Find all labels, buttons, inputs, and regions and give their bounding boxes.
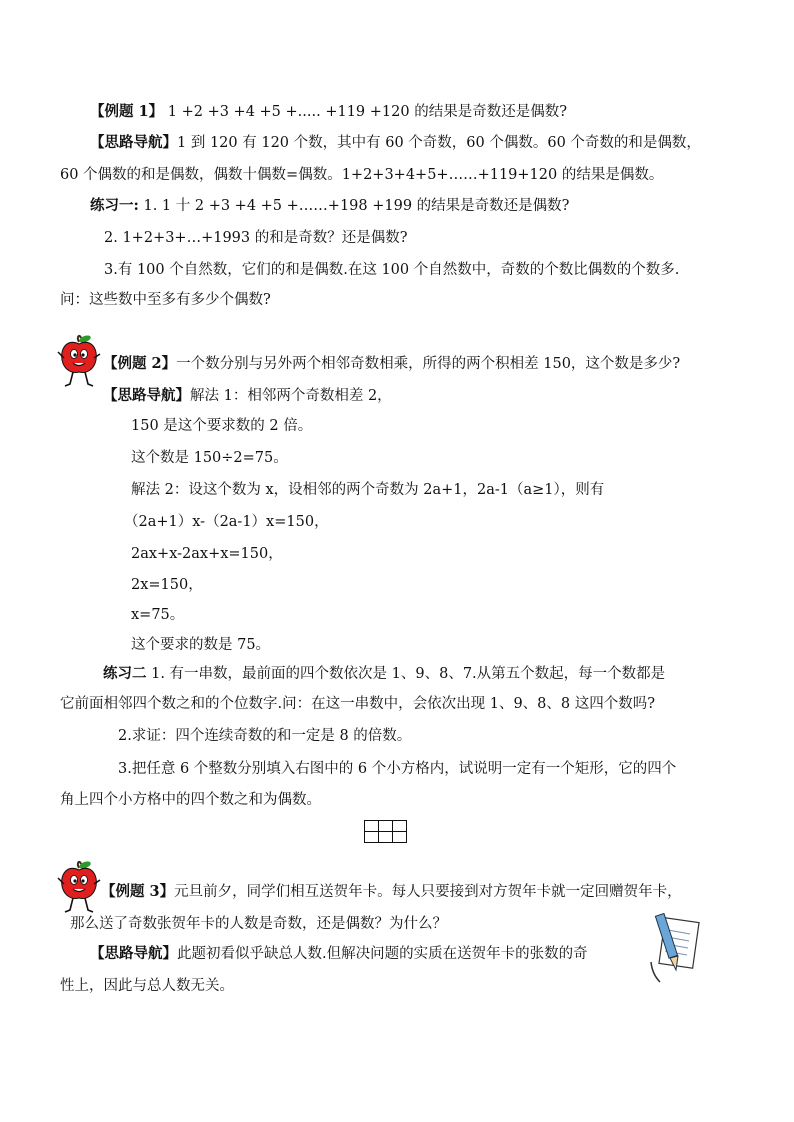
practice-1-q2: 2. 1+2+3+…+1993 的和是奇数？还是偶数? (104, 230, 408, 246)
practice-2-q2: 2.求证：四个连续奇数的和一定是 8 的倍数。 (118, 728, 412, 744)
practice-2-label: 练习二 (103, 665, 147, 682)
grid-cell (365, 832, 379, 843)
apple-mascot-icon (56, 860, 102, 916)
example-1-hint-line2: 60 个偶数的和是偶数，偶数十偶数=偶数。1+2+3+4+5+……+119+120 的结果是偶数。 (60, 167, 664, 183)
practice-1-q3-line1: 3.有 100 个自然数，它们的和是偶数.在这 100 个自然数中，奇数的个数比偶数的个数多. (104, 262, 680, 278)
example-3-hint-line1 (90, 944, 588, 964)
practice-1-q1-text: 1. 1 十 2 +3 +4 +5 +……+198 +199 的结果是奇数还是偶数? (138, 198, 570, 214)
example-2-hint-line1 (103, 386, 392, 406)
example-1-line (90, 102, 567, 122)
example-1-title: 【例题 1】 (90, 103, 164, 120)
grid-cell (379, 821, 393, 832)
example-3-hint-line2: 性上，因此与总人数无关。 (60, 978, 234, 994)
example-2-step: 2ax+x-2ax+x=150， (131, 546, 283, 562)
example-2-step: 这个要求的数是 75。 (131, 637, 271, 653)
example-2-step: 150 是这个要求数的 2 倍。 (131, 418, 313, 434)
example-3-line1 (101, 882, 682, 902)
grid-cell (365, 821, 379, 832)
example-3-hint-label: 【思路导航】 (90, 945, 177, 962)
practice-2-q3-line2: 角上四个小方格中的四个数之和为偶数。 (60, 792, 321, 808)
practice-2-q1-line1 (103, 664, 665, 684)
example-2-step: 2x=150， (131, 577, 203, 593)
practice-1-q1 (90, 196, 569, 216)
example-3-hint-text1: 此题初看似乎缺总人数.但解决问题的实质在送贺年卡的张数的奇 (177, 946, 588, 962)
example-2-question: 一个数分别与另外两个相邻奇数相乘，所得的两个积相差 150，这个数是多少? (176, 356, 681, 372)
practice-2-q1-line2: 它前面相邻四个数之和的个位数字.问：在这一串数中，会依次出现 1、9、8、8 这四个数吗? (60, 696, 655, 712)
example-2-line (103, 354, 680, 374)
example-2-step: 这个数是 150÷2=75。 (131, 450, 288, 466)
example-2-step: 解法 2：设这个数为 x，设相邻的两个奇数为 2a+1，2a-1（a≥1），则有 (131, 482, 605, 498)
example-3-title: 【例题 3】 (101, 883, 175, 900)
pencil-paper-icon (648, 912, 700, 986)
example-1-hint-text1: 1 到 120 有 120 个数，其中有 60 个奇数，60 个偶数。60 个奇数的和是偶数， (177, 135, 701, 151)
example-2-title: 【例题 2】 (103, 355, 177, 372)
grid-cell (393, 832, 407, 843)
grid-figure (364, 820, 407, 843)
example-2-hint-label: 【思路导航】 (103, 387, 190, 404)
apple-mascot-icon (56, 334, 102, 390)
grid-cell (379, 832, 393, 843)
practice-1-label: 练习一: (90, 197, 139, 214)
example-1-question: 1 +2 +3 +4 +5 +..... +119 +120 的结果是奇数还是偶数? (163, 104, 567, 120)
example-3-question-line1: 元旦前夕，同学们相互送贺年卡。每人只要接到对方贺年卡就一定回赠贺年卡， (174, 884, 682, 900)
practice-2-q3-line1: 3.把任意 6 个整数分别填入右图中的 6 个小方格内，试说明一定有一个矩形，它的四个 (118, 761, 677, 777)
example-1-hint-line1 (90, 133, 701, 153)
practice-1-q3-line2: 问：这些数中至多有多少个偶数? (60, 292, 271, 308)
example-2-step: （2a+1）x-（2a-1）x=150， (124, 514, 329, 530)
example-2-hint-text1: 解法 1：相邻两个奇数相差 2， (190, 388, 392, 404)
practice-2-q1-text: 1. 有一串数，最前面的四个数依次是 1、9、8、7.从第五个数起，每一个数都是 (146, 666, 666, 682)
grid-cell (393, 821, 407, 832)
example-3-question-line2: 那么送了奇数张贺年卡的人数是奇数，还是偶数？为什么？ (70, 916, 447, 932)
example-1-hint-label: 【思路导航】 (90, 134, 177, 151)
example-2-step: x=75。 (131, 607, 185, 623)
